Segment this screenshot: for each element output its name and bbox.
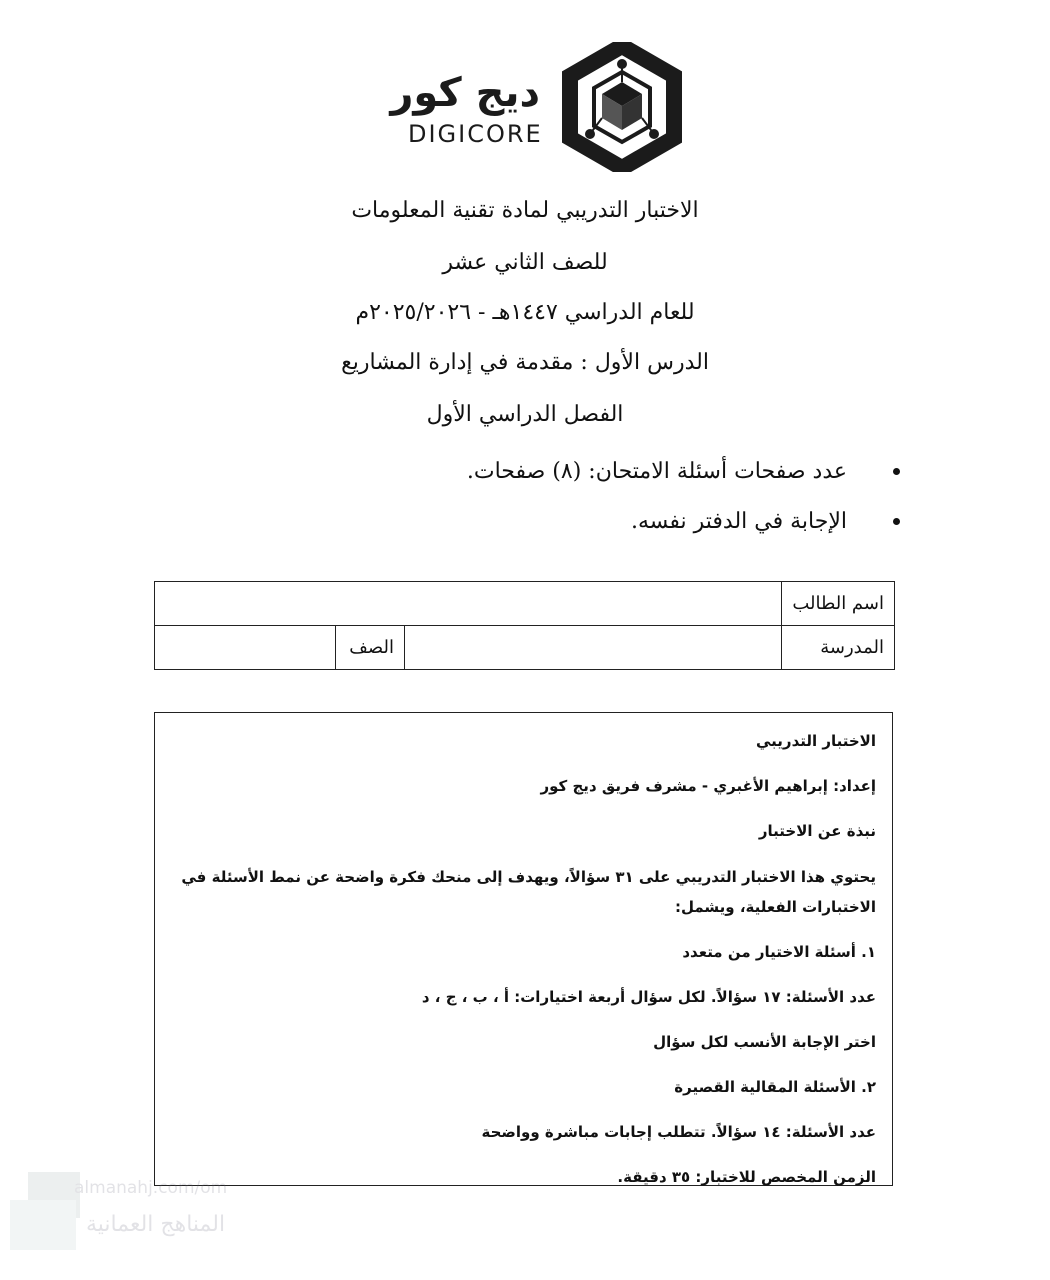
digicore-logo	[390, 42, 690, 177]
student-name-label: اسم الطالب	[782, 582, 895, 626]
watermark-arabic: المناهج العمانية	[86, 1212, 226, 1237]
section2-title: ٢. الأسئلة المقالية القصيرة	[674, 1078, 876, 1096]
student-name-field[interactable]	[155, 582, 782, 626]
school-label: المدرسة	[782, 626, 895, 670]
about-heading: نبذة عن الاختبار	[758, 822, 876, 840]
table-row	[155, 626, 895, 670]
school-field[interactable]	[405, 626, 782, 670]
box-title: الاختبار التدريبي	[756, 732, 876, 750]
section2-count: عدد الأسئلة: ١٤ سؤالاً. تتطلب إجابات مباشرة وواضحة	[481, 1123, 876, 1141]
academic-year-line: للعام الدراسي ١٤٤٧هـ - ٢٠٢٥/٢٠٢٦م	[355, 300, 695, 325]
table-row	[155, 582, 895, 626]
watermark-logo-shadow	[10, 1200, 76, 1250]
student-info-table	[154, 581, 895, 670]
section1-title: ١. أسئلة الاختيار من متعدد	[682, 943, 876, 961]
instructions-list	[467, 446, 900, 546]
semester-line: الفصل الدراسي الأول	[426, 402, 624, 427]
answer-location-note: الإجابة في الدفتر نفسه.	[630, 508, 847, 534]
about-text: يحتوي هذا الاختبار التدريبي على ٣١ سؤالاً، ويهدف إلى منحك فكرة واضحة عن نمط الأسئلة في الاختبارات الفعلية، ويشمل:	[181, 868, 876, 916]
list-item	[467, 446, 900, 496]
lesson-line: الدرس الأول : مقدمة في إدارة المشاريع	[341, 350, 709, 375]
time-allowed: الزمن المخصص للاختبار: ٣٥ دقيقة.	[617, 1168, 876, 1186]
class-label: الصف	[336, 626, 405, 670]
class-field[interactable]	[155, 626, 336, 670]
logo-arabic-text: ديج كور	[390, 70, 540, 116]
exam-info-box	[154, 712, 893, 1186]
grade-line: للصف الثاني عشر	[442, 250, 608, 275]
watermark	[10, 1170, 250, 1260]
bullet-icon	[893, 468, 900, 475]
digicore-mark-icon	[562, 42, 682, 172]
bullet-icon	[893, 518, 900, 525]
pages-count-note: عدد صفحات أسئلة الامتحان: (٨) صفحات.	[466, 458, 847, 484]
section1-count: عدد الأسئلة: ١٧ سؤالاً. لكل سؤال أربعة اختيارات: أ ، ب ، ج ، د	[421, 988, 876, 1006]
watermark-url: almanahj.com/om	[74, 1178, 228, 1198]
list-item	[467, 496, 900, 546]
exam-title: الاختبار التدريبي لمادة تقنية المعلومات	[351, 198, 699, 223]
author-line: إعداد: إبراهيم الأغبري - مشرف فريق ديج كور	[540, 777, 876, 795]
section1-instruction: اختر الإجابة الأنسب لكل سؤال	[653, 1033, 876, 1051]
logo-english-text: DIGICORE	[408, 120, 543, 148]
